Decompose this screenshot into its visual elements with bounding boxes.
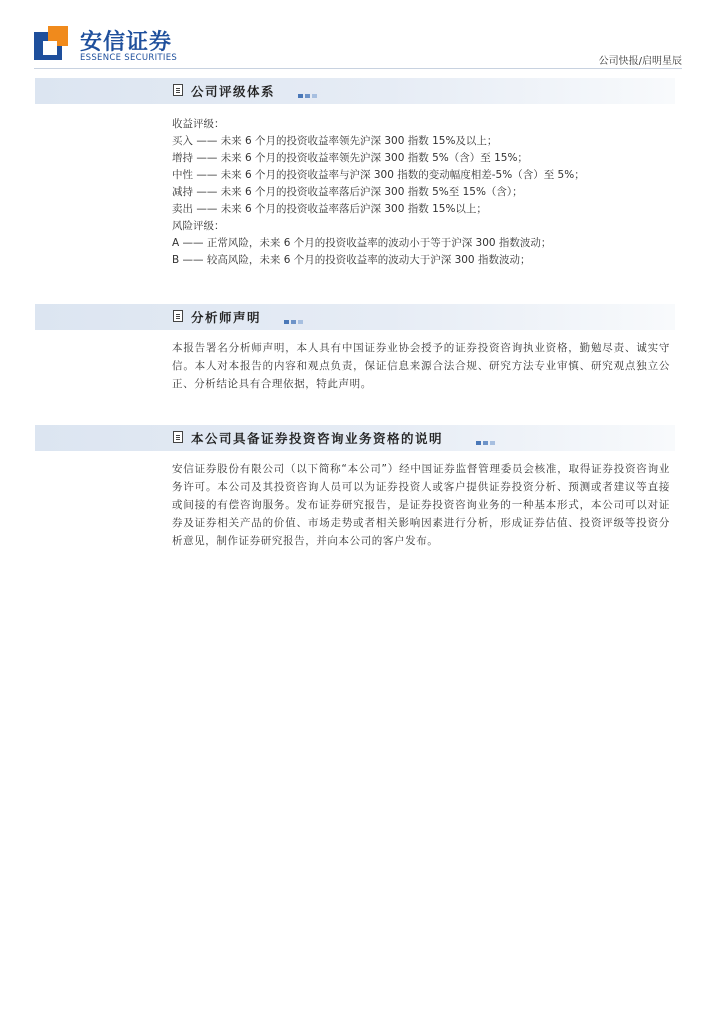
header-divider [34, 68, 682, 69]
document-icon [173, 310, 183, 322]
logo-text-en: ESSENCE SECURITIES [80, 53, 178, 63]
rating-line: A —— 正常风险，未来 6 个月的投资收益率的波动小于等于沪深 300 指数波动； [172, 237, 552, 249]
company-logo [34, 26, 184, 66]
logo-mark-icon [34, 26, 68, 60]
rating-line: 买入 —— 未来 6 个月的投资收益率领先沪深 300 指数 15%及以上； [172, 135, 498, 147]
logo-text-cn: 安信证券 [80, 30, 173, 55]
decorative-dots [476, 430, 497, 449]
document-icon [173, 431, 183, 443]
analyst-statement-text: 本报告署名分析师声明，本人具有中国证券业协会授予的证券投资咨询执业资格，勤勉尽责、诚实守信。本人对本报告的内容和观点负责，保证信息来源合法合规、研究方法专业审慎、研究观点独立公正、分析结论具有合理依据，特此声明。 [172, 342, 670, 390]
qualification-text: 安信证券股份有限公司（以下简称“本公司”）经中国证券监督管理委员会核准，取得证券投资咨询业务许可。本公司及其投资咨询人员可以为证券投资人或客户提供证券投资分析、预测或者建议等直接或间接的有偿咨询服务。发布证券研究报告，是证券投资咨询业务的一种基本形式，本公司可以对证券及证券相关产品的价值、市场走势或者相关影响因素进行分析，形成证券估值、投资评级等投资分析意见，制作证券研究报告，并向本公司的客户发布。 [172, 463, 670, 547]
report-type-label: 公司快报/启明星辰 [598, 56, 682, 67]
decorative-dots [298, 83, 319, 102]
rating-line: 收益评级： [172, 118, 225, 130]
rating-line: 中性 —— 未来 6 个月的投资收益率与沪深 300 指数的变动幅度相差-5%（含）至 5%； [172, 169, 585, 181]
decorative-dots [284, 309, 305, 328]
rating-line: 卖出 —— 未来 6 个月的投资收益率落后沪深 300 指数 15%以上； [172, 203, 487, 215]
section-header-analyst: 分析师声明 [35, 304, 675, 330]
rating-line: 减持 —— 未来 6 个月的投资收益率落后沪深 300 指数 5%至 15%（含）； [172, 186, 523, 198]
section-header-qualification: 本公司具备证券投资咨询业务资格的说明 [35, 425, 675, 451]
document-icon [173, 84, 183, 96]
rating-line: 增持 —— 未来 6 个月的投资收益率领先沪深 300 指数 5%（含）至 15%； [172, 152, 528, 164]
rating-system-text [172, 116, 670, 269]
section-header-rating: 公司评级体系 [35, 78, 675, 104]
rating-line: B —— 较高风险，未来 6 个月的投资收益率的波动大于沪深 300 指数波动； [172, 254, 531, 266]
rating-line: 风险评级： [172, 220, 225, 232]
